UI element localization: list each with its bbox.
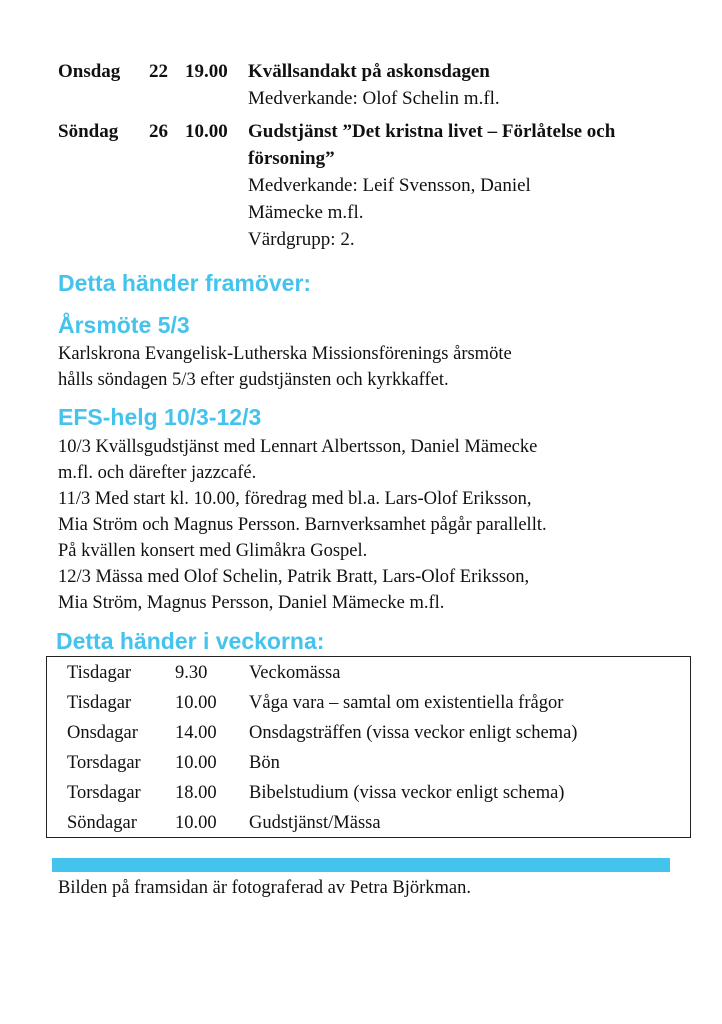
event-detail: Värdgrupp: 2. [248,229,355,250]
row-day: Tisdagar [67,693,132,713]
divider-bar [52,858,670,872]
row-activity: Gudstjänst/Mässa [249,813,381,833]
text-line: 10/3 Kvällsgudstjänst med Lennart Albertsson, Daniel Mämecke [58,437,538,457]
section-text-annual-meeting [58,341,678,393]
row-activity: Bibelstudium (vissa veckor enligt schema) [249,783,565,803]
event-date: 22 [149,61,168,82]
row-time: 18.00 [175,783,217,803]
section-heading-efs-weekend: EFS-helg 10/3-12/3 [58,404,262,430]
event-body [248,58,688,112]
row-time: 10.00 [175,693,217,713]
row-time: 9.30 [175,663,208,683]
row-time: 14.00 [175,723,217,743]
section-heading-annual-meeting: Årsmöte 5/3 [58,312,190,338]
event-detail: Medverkande: Olof Schelin m.fl. [248,88,500,109]
event-title-line-1: Gudstjänst ”Det kristna livet – Förlåtelse och [248,121,616,142]
event-time: 10.00 [185,121,228,142]
row-activity: Veckomässa [249,663,341,683]
photo-credit: Bilden på framsidan är fotograferad av Petra Björkman. [58,878,472,898]
text-line: hålls söndagen 5/3 efter gudstjänsten och kyrkkaffet. [58,370,449,390]
event-detail: Mämecke m.fl. [248,202,364,223]
row-activity: Onsdagsträffen (vissa veckor enligt schema) [249,723,578,743]
row-day: Onsdagar [67,723,138,743]
text-line: Karlskrona Evangelisk-Lutherska Missionsförenings årsmöte [58,344,512,364]
text-line: På kvällen konsert med Glimåkra Gospel. [58,541,368,561]
row-day: Söndagar [67,813,137,833]
event-detail: Medverkande: Leif Svensson, Daniel [248,175,531,196]
row-activity: Våga vara – samtal om existentiella frågor [249,693,564,713]
row-time: 10.00 [175,813,217,833]
event-day: Onsdag [58,61,121,82]
event-title: Kvällsandakt på askonsdagen [248,61,490,82]
weekly-schedule-table [46,656,691,838]
row-time: 10.00 [175,753,217,773]
section-text-efs-weekend [58,434,678,616]
row-day: Tisdagar [67,663,132,683]
event-body [248,118,688,253]
event-date: 26 [149,121,168,142]
upcoming-heading: Detta händer framöver: [58,270,312,296]
text-line: m.fl. och därefter jazzcafé. [58,463,257,483]
row-day: Torsdagar [67,753,141,773]
weekly-heading: Detta händer i veckorna: [56,628,325,654]
event-day: Söndag [58,121,119,142]
row-day: Torsdagar [67,783,141,803]
event-time: 19.00 [185,61,228,82]
row-activity: Bön [249,753,280,773]
text-line: Mia Ström, Magnus Persson, Daniel Mämecke m.fl. [58,593,445,613]
text-line: Mia Ström och Magnus Persson. Barnverksamhet pågår parallellt. [58,515,547,535]
event-title-line-2: försoning” [248,148,335,169]
text-line: 11/3 Med start kl. 10.00, föredrag med bl.a. Lars-Olof Eriksson, [58,489,532,509]
text-line: 12/3 Mässa med Olof Schelin, Patrik Bratt, Lars-Olof Eriksson, [58,567,530,587]
